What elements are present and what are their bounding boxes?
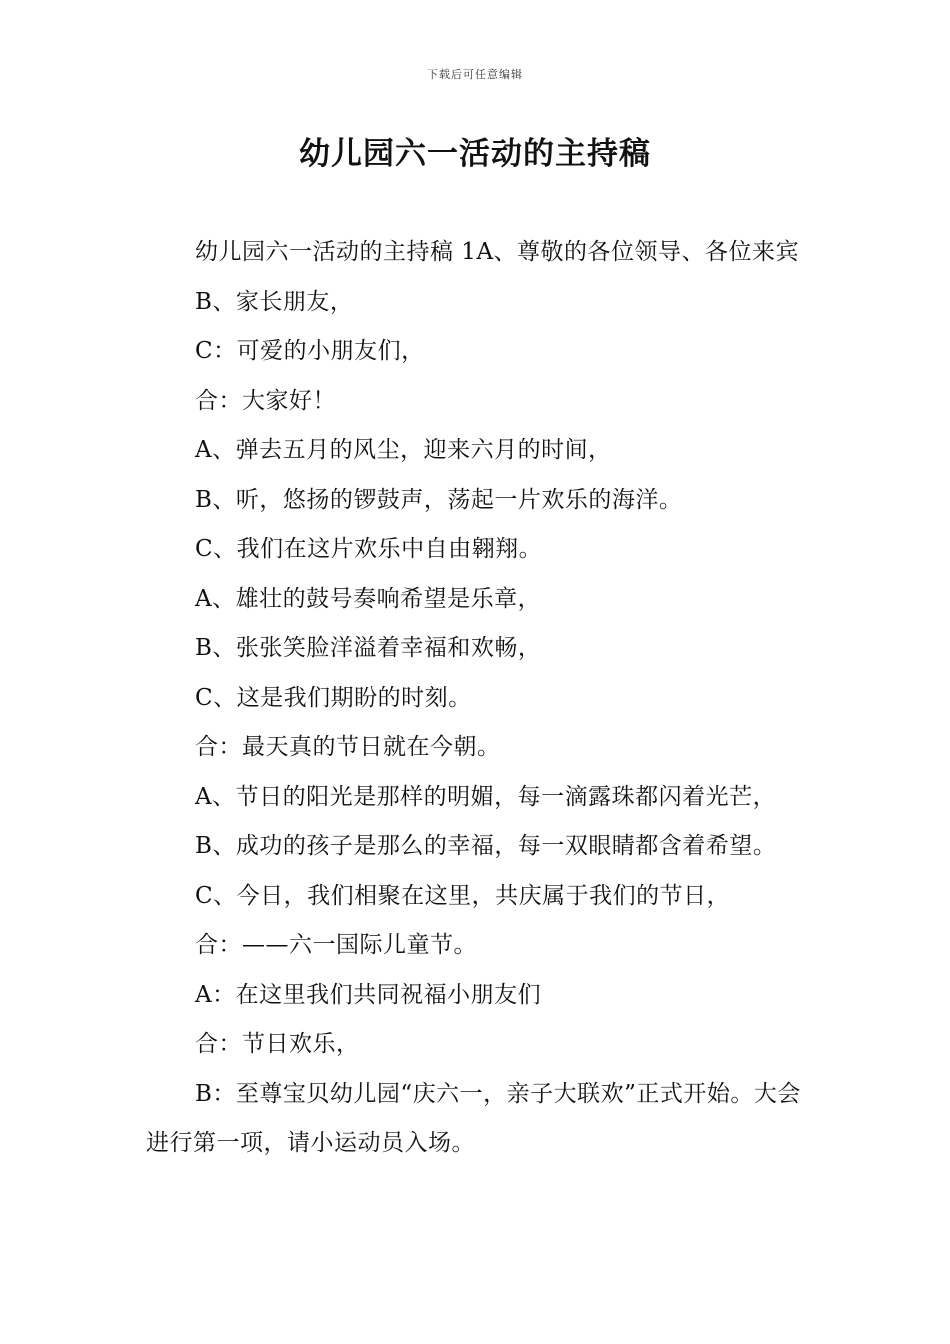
paragraph: B、张张笑脸洋溢着幸福和欢畅， <box>195 635 542 661</box>
paragraph: A：在这里我们共同祝福小朋友们 <box>195 981 542 1008</box>
paragraph: C、我们在这片欢乐中自由翱翔。 <box>195 536 543 562</box>
paragraph: 合：节日欢乐， <box>195 1031 360 1057</box>
paragraph: 幼儿园六一活动的主持稿 1A、尊敬的各位领导、各位来宾 <box>195 239 800 265</box>
document-title: 幼儿园六一活动的主持稿 <box>299 136 651 172</box>
paragraph: 合：大家好！ <box>195 387 336 414</box>
paragraph: B、听，悠扬的锣鼓声，荡起一片欢乐的海洋。 <box>195 486 683 513</box>
paragraph: C、这是我们期盼的时刻。 <box>195 684 472 711</box>
document-body <box>146 228 816 1169</box>
paragraph: B：至尊宝贝幼儿园“庆六一，亲子大联欢”正式开始。大会进行第一项，请小运动员入场。 <box>146 1080 801 1156</box>
header-note: 下载后可任意编辑 <box>427 68 523 81</box>
paragraph: 合：最天真的节日就在今朝。 <box>195 734 501 760</box>
paragraph: 合：——六一国际儿童节。 <box>195 932 477 958</box>
paragraph: B、家长朋友， <box>195 288 354 315</box>
paragraph: A、弹去五月的风尘，迎来六月的时间， <box>195 437 612 463</box>
paragraph: A、节日的阳光是那样的明媚，每一滴露珠都闪着光芒， <box>195 783 777 810</box>
paragraph: C、今日，我们相聚在这里，共庆属于我们的节日， <box>195 882 731 909</box>
paragraph: A、雄壮的鼓号奏响希望是乐章， <box>195 585 542 612</box>
paragraph: B、成功的孩子是那么的幸福，每一双眼睛都含着希望。 <box>195 833 777 859</box>
paragraph: C：可爱的小朋友们， <box>195 338 425 364</box>
